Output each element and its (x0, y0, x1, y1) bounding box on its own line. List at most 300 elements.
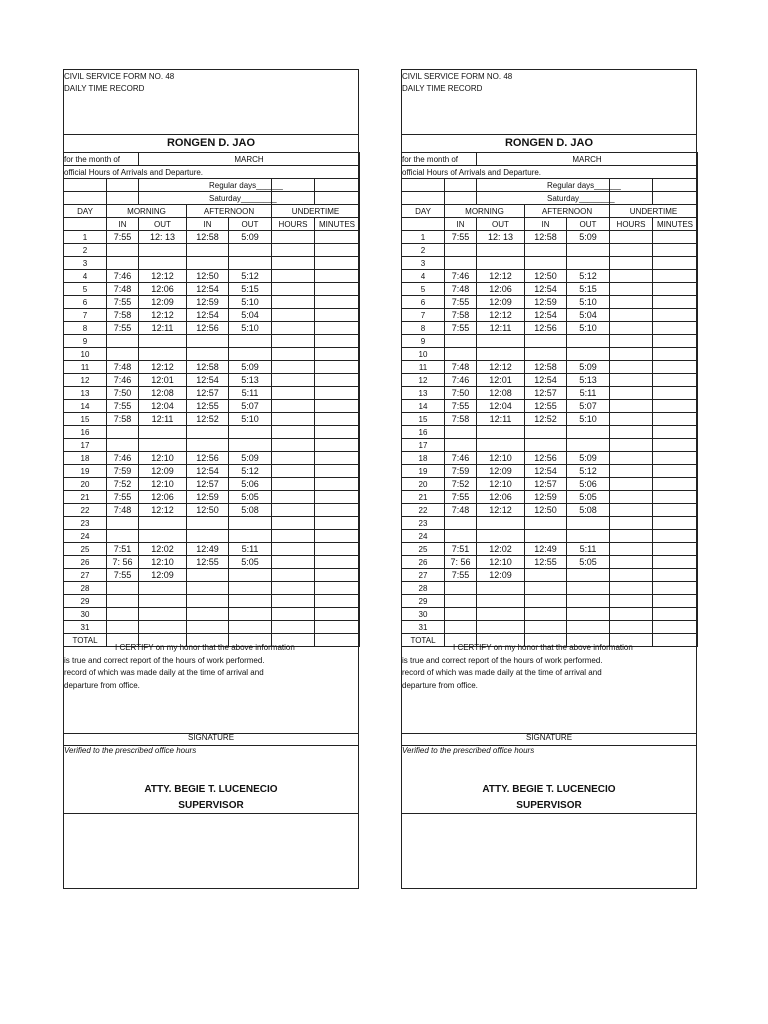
undertime-minutes (315, 517, 360, 530)
afternoon-in: 12:55 (187, 556, 229, 569)
day-number: 22 (402, 504, 445, 517)
undertime-hours (272, 309, 315, 322)
afternoon-in (187, 595, 229, 608)
afternoon-out: 5:07 (567, 400, 610, 413)
morning-in: 7:58 (107, 309, 139, 322)
afternoon-in (525, 595, 567, 608)
morning-out (477, 530, 525, 543)
cert-line: is true and correct report of the hours of work performed. (402, 655, 603, 665)
afternoon-in (525, 569, 567, 582)
day-row (64, 387, 360, 400)
certification-text (64, 642, 295, 692)
day-number: 1 (64, 231, 107, 244)
morning-out (139, 582, 187, 595)
undertime-minutes (315, 309, 360, 322)
undertime-hours (610, 504, 653, 517)
undertime-hours (610, 517, 653, 530)
morning-in: 7:46 (107, 452, 139, 465)
undertime-minutes (653, 348, 698, 361)
day-number: 2 (64, 244, 107, 257)
afternoon-in (187, 244, 229, 257)
month-value: MARCH (477, 153, 698, 166)
undertime-hours (272, 244, 315, 257)
morning-in: 7:46 (107, 374, 139, 387)
regular-days-label: Regular days______ (477, 179, 610, 192)
morning-in: 7:46 (445, 270, 477, 283)
morning-in (107, 608, 139, 621)
day-number: 18 (64, 452, 107, 465)
day-number: 20 (64, 478, 107, 491)
undertime-hours (272, 452, 315, 465)
morning-in: 7:55 (445, 569, 477, 582)
day-number: 27 (64, 569, 107, 582)
day-number: 27 (402, 569, 445, 582)
undertime-hours (610, 231, 653, 244)
afternoon-out: 5:11 (567, 543, 610, 556)
day-row (64, 621, 360, 634)
morning-out (477, 335, 525, 348)
undertime-minutes (653, 309, 698, 322)
morning-in (107, 348, 139, 361)
employee-name: RONGEN D. JAO (504, 137, 593, 149)
day-number: 24 (64, 530, 107, 543)
undertime-minutes (653, 270, 698, 283)
time-record-table (63, 152, 360, 647)
undertime-minutes (653, 504, 698, 517)
undertime-hours (272, 257, 315, 270)
morning-out: 12:12 (139, 504, 187, 517)
afternoon-out (229, 257, 272, 270)
day-row (64, 374, 360, 387)
undertime-hours (272, 595, 315, 608)
morning-out: 12:12 (477, 504, 525, 517)
morning-in (445, 595, 477, 608)
morning-in (107, 582, 139, 595)
morning-in: 7:55 (107, 322, 139, 335)
day-row (64, 270, 360, 283)
undertime-hours (272, 478, 315, 491)
afternoon-out: 5:11 (567, 387, 610, 400)
undertime-hours (610, 257, 653, 270)
morning-in: 7:46 (445, 374, 477, 387)
col-am-in: IN (107, 218, 139, 231)
day-number: 16 (64, 426, 107, 439)
cert-line: is true and correct report of the hours of work performed. (64, 655, 265, 665)
undertime-hours (272, 335, 315, 348)
afternoon-out (567, 335, 610, 348)
afternoon-out: 5:12 (229, 270, 272, 283)
day-number: 14 (402, 400, 445, 413)
day-row (64, 413, 360, 426)
undertime-minutes (653, 595, 698, 608)
undertime-hours (610, 270, 653, 283)
undertime-hours (272, 413, 315, 426)
day-number: 28 (64, 582, 107, 595)
afternoon-out (229, 569, 272, 582)
morning-out: 12:04 (477, 400, 525, 413)
day-row (402, 439, 698, 452)
morning-out: 12:09 (477, 465, 525, 478)
morning-out: 12:04 (139, 400, 187, 413)
morning-out: 12:10 (477, 556, 525, 569)
undertime-hours (272, 608, 315, 621)
day-row (402, 556, 698, 569)
undertime-minutes (315, 413, 360, 426)
day-number: 9 (402, 335, 445, 348)
undertime-hours (272, 530, 315, 543)
undertime-minutes (315, 257, 360, 270)
day-row (402, 543, 698, 556)
morning-out: 12:08 (139, 387, 187, 400)
col-pm-in: IN (187, 218, 229, 231)
afternoon-in (187, 335, 229, 348)
day-row (402, 504, 698, 517)
morning-out (477, 439, 525, 452)
afternoon-out: 5:08 (229, 504, 272, 517)
afternoon-in (525, 335, 567, 348)
day-number: 12 (64, 374, 107, 387)
morning-in: 7:48 (445, 504, 477, 517)
day-number: 6 (64, 296, 107, 309)
day-row (402, 569, 698, 582)
col-minutes: MINUTES (653, 218, 698, 231)
undertime-minutes (315, 569, 360, 582)
undertime-hours (610, 621, 653, 634)
day-row (402, 231, 698, 244)
afternoon-in (187, 426, 229, 439)
supervisor-name: ATTY. BEGIE T. LUCENECIO (482, 784, 616, 795)
undertime-hours (272, 231, 315, 244)
afternoon-in (187, 608, 229, 621)
morning-out (477, 582, 525, 595)
divider (402, 134, 696, 135)
morning-out: 12:06 (477, 283, 525, 296)
morning-out: 12:08 (477, 387, 525, 400)
afternoon-in: 12:54 (187, 374, 229, 387)
undertime-hours (610, 491, 653, 504)
day-number: 11 (64, 361, 107, 374)
afternoon-out (567, 517, 610, 530)
month-label: for the month of (64, 153, 139, 166)
undertime-minutes (315, 400, 360, 413)
afternoon-out (229, 335, 272, 348)
day-row (402, 244, 698, 257)
day-row (402, 283, 698, 296)
afternoon-out: 5:05 (229, 491, 272, 504)
afternoon-in (525, 257, 567, 270)
undertime-hours (610, 530, 653, 543)
undertime-hours (272, 621, 315, 634)
undertime-minutes (315, 439, 360, 452)
undertime-minutes (315, 478, 360, 491)
undertime-hours (272, 504, 315, 517)
day-row (402, 322, 698, 335)
undertime-minutes (653, 283, 698, 296)
day-row (64, 556, 360, 569)
morning-out (477, 621, 525, 634)
undertime-minutes (653, 452, 698, 465)
morning-out: 12:09 (139, 465, 187, 478)
undertime-hours (610, 569, 653, 582)
afternoon-in: 12:58 (525, 361, 567, 374)
day-row (64, 439, 360, 452)
undertime-minutes (315, 556, 360, 569)
morning-in (445, 257, 477, 270)
total-label: TOTAL (64, 634, 107, 647)
day-row (402, 491, 698, 504)
afternoon-out (229, 439, 272, 452)
day-row (64, 465, 360, 478)
morning-in: 7: 56 (107, 556, 139, 569)
morning-in (445, 244, 477, 257)
morning-in (107, 530, 139, 543)
afternoon-in: 12:59 (187, 491, 229, 504)
record-title: DAILY TIME RECORD (64, 84, 145, 93)
morning-in: 7:52 (107, 478, 139, 491)
morning-in (445, 608, 477, 621)
morning-out: 12: 13 (477, 231, 525, 244)
undertime-minutes (653, 257, 698, 270)
day-row (64, 582, 360, 595)
undertime-hours (610, 374, 653, 387)
day-row (64, 257, 360, 270)
morning-in: 7:50 (107, 387, 139, 400)
undertime-minutes (315, 387, 360, 400)
afternoon-in (525, 621, 567, 634)
afternoon-in: 12:54 (187, 309, 229, 322)
morning-out (139, 439, 187, 452)
afternoon-out: 5:10 (567, 322, 610, 335)
day-number: 25 (64, 543, 107, 556)
day-number: 9 (64, 335, 107, 348)
col-day: DAY (402, 205, 445, 218)
undertime-hours (272, 270, 315, 283)
afternoon-in: 12:54 (525, 309, 567, 322)
morning-in: 7: 56 (445, 556, 477, 569)
morning-in (445, 621, 477, 634)
morning-in: 7:55 (107, 569, 139, 582)
undertime-minutes (315, 543, 360, 556)
afternoon-out (567, 257, 610, 270)
col-am-out: OUT (139, 218, 187, 231)
day-rows (402, 231, 698, 634)
undertime-hours (610, 556, 653, 569)
afternoon-out: 5:09 (567, 231, 610, 244)
afternoon-in: 12:56 (187, 322, 229, 335)
day-number: 15 (402, 413, 445, 426)
afternoon-in: 12:59 (187, 296, 229, 309)
day-row (64, 231, 360, 244)
afternoon-out (567, 621, 610, 634)
afternoon-out (229, 595, 272, 608)
morning-in: 7:48 (107, 504, 139, 517)
morning-in: 7:55 (107, 231, 139, 244)
afternoon-in: 12:50 (187, 270, 229, 283)
morning-in (445, 530, 477, 543)
morning-in: 7:58 (107, 413, 139, 426)
day-number: 29 (402, 595, 445, 608)
signature-label: SIGNATURE (525, 733, 573, 742)
morning-in: 7:48 (107, 283, 139, 296)
day-number: 10 (402, 348, 445, 361)
morning-out (139, 621, 187, 634)
afternoon-in: 12:58 (187, 361, 229, 374)
supervisor-title: SUPERVISOR (516, 800, 582, 811)
day-number: 4 (402, 270, 445, 283)
undertime-hours (610, 582, 653, 595)
col-morning: MORNING (107, 205, 187, 218)
morning-out (139, 595, 187, 608)
day-number: 29 (64, 595, 107, 608)
afternoon-out (567, 595, 610, 608)
undertime-minutes (315, 374, 360, 387)
undertime-hours (610, 244, 653, 257)
morning-in: 7:46 (445, 452, 477, 465)
day-number: 5 (402, 283, 445, 296)
afternoon-out (567, 582, 610, 595)
afternoon-out (567, 348, 610, 361)
afternoon-in (525, 426, 567, 439)
day-row (64, 283, 360, 296)
month-value: MARCH (139, 153, 360, 166)
morning-out: 12:09 (477, 569, 525, 582)
morning-out: 12:06 (139, 491, 187, 504)
undertime-hours (610, 465, 653, 478)
undertime-minutes (315, 608, 360, 621)
undertime-hours (272, 374, 315, 387)
undertime-minutes (653, 231, 698, 244)
morning-in: 7:55 (445, 400, 477, 413)
morning-in: 7:46 (107, 270, 139, 283)
afternoon-in (525, 439, 567, 452)
day-number: 3 (402, 257, 445, 270)
day-row (64, 530, 360, 543)
day-row (64, 478, 360, 491)
afternoon-in: 12:50 (525, 504, 567, 517)
morning-out (477, 608, 525, 621)
afternoon-in (187, 621, 229, 634)
undertime-hours (272, 361, 315, 374)
morning-in (107, 244, 139, 257)
cert-line: departure from office. (402, 680, 478, 690)
day-number: 10 (64, 348, 107, 361)
day-number: 30 (64, 608, 107, 621)
morning-out: 12:11 (139, 413, 187, 426)
morning-in (445, 348, 477, 361)
undertime-minutes (315, 582, 360, 595)
morning-in (445, 426, 477, 439)
afternoon-in: 12:50 (525, 270, 567, 283)
afternoon-in: 12:49 (187, 543, 229, 556)
day-row (64, 504, 360, 517)
afternoon-in (187, 530, 229, 543)
undertime-minutes (315, 530, 360, 543)
afternoon-out (229, 621, 272, 634)
day-number: 11 (402, 361, 445, 374)
undertime-hours (610, 309, 653, 322)
undertime-hours (272, 465, 315, 478)
day-number: 26 (64, 556, 107, 569)
day-row (402, 517, 698, 530)
day-row (402, 387, 698, 400)
afternoon-out: 5:10 (229, 322, 272, 335)
afternoon-out: 5:06 (229, 478, 272, 491)
verified-label: Verified to the prescribed office hours (402, 746, 535, 755)
day-number: 7 (64, 309, 107, 322)
day-row (402, 413, 698, 426)
day-row (64, 491, 360, 504)
morning-out: 12:02 (477, 543, 525, 556)
morning-out: 12:10 (139, 452, 187, 465)
undertime-minutes (315, 504, 360, 517)
afternoon-out (229, 530, 272, 543)
undertime-hours (610, 283, 653, 296)
afternoon-out: 5:05 (567, 491, 610, 504)
undertime-minutes (653, 608, 698, 621)
day-number: 8 (402, 322, 445, 335)
undertime-hours (272, 569, 315, 582)
afternoon-in: 12:57 (525, 478, 567, 491)
afternoon-out: 5:11 (229, 387, 272, 400)
official-hours-label: official Hours of Arrivals and Departure. (64, 166, 360, 179)
morning-out: 12:06 (477, 491, 525, 504)
day-number: 23 (402, 517, 445, 530)
dtr-form-left (63, 69, 359, 889)
morning-in: 7:55 (107, 491, 139, 504)
afternoon-out: 5:06 (567, 478, 610, 491)
afternoon-in: 12:54 (525, 283, 567, 296)
morning-in (107, 439, 139, 452)
day-row (64, 322, 360, 335)
undertime-hours (272, 556, 315, 569)
morning-in: 7:48 (445, 361, 477, 374)
afternoon-out (567, 439, 610, 452)
saturday-label: Saturday________ (477, 192, 610, 205)
undertime-hours (610, 348, 653, 361)
undertime-minutes (653, 556, 698, 569)
morning-out: 12:09 (139, 569, 187, 582)
morning-in (445, 439, 477, 452)
afternoon-out (229, 426, 272, 439)
morning-out: 12:11 (477, 322, 525, 335)
morning-in: 7:55 (445, 296, 477, 309)
cert-line: departure from office. (64, 680, 140, 690)
col-pm-out: OUT (567, 218, 610, 231)
morning-out (139, 257, 187, 270)
undertime-minutes (653, 335, 698, 348)
morning-in: 7:48 (445, 283, 477, 296)
morning-out: 12:10 (139, 556, 187, 569)
undertime-hours (272, 283, 315, 296)
day-row (64, 517, 360, 530)
afternoon-in (525, 517, 567, 530)
afternoon-in: 12:49 (525, 543, 567, 556)
afternoon-out: 5:12 (567, 270, 610, 283)
undertime-hours (272, 543, 315, 556)
undertime-hours (610, 478, 653, 491)
morning-out (139, 517, 187, 530)
undertime-minutes (653, 621, 698, 634)
undertime-minutes (653, 374, 698, 387)
undertime-minutes (653, 322, 698, 335)
day-row (402, 582, 698, 595)
afternoon-out: 5:09 (229, 452, 272, 465)
morning-out: 12:01 (139, 374, 187, 387)
afternoon-in: 12:54 (525, 465, 567, 478)
day-number: 23 (64, 517, 107, 530)
undertime-minutes (653, 426, 698, 439)
undertime-hours (610, 426, 653, 439)
